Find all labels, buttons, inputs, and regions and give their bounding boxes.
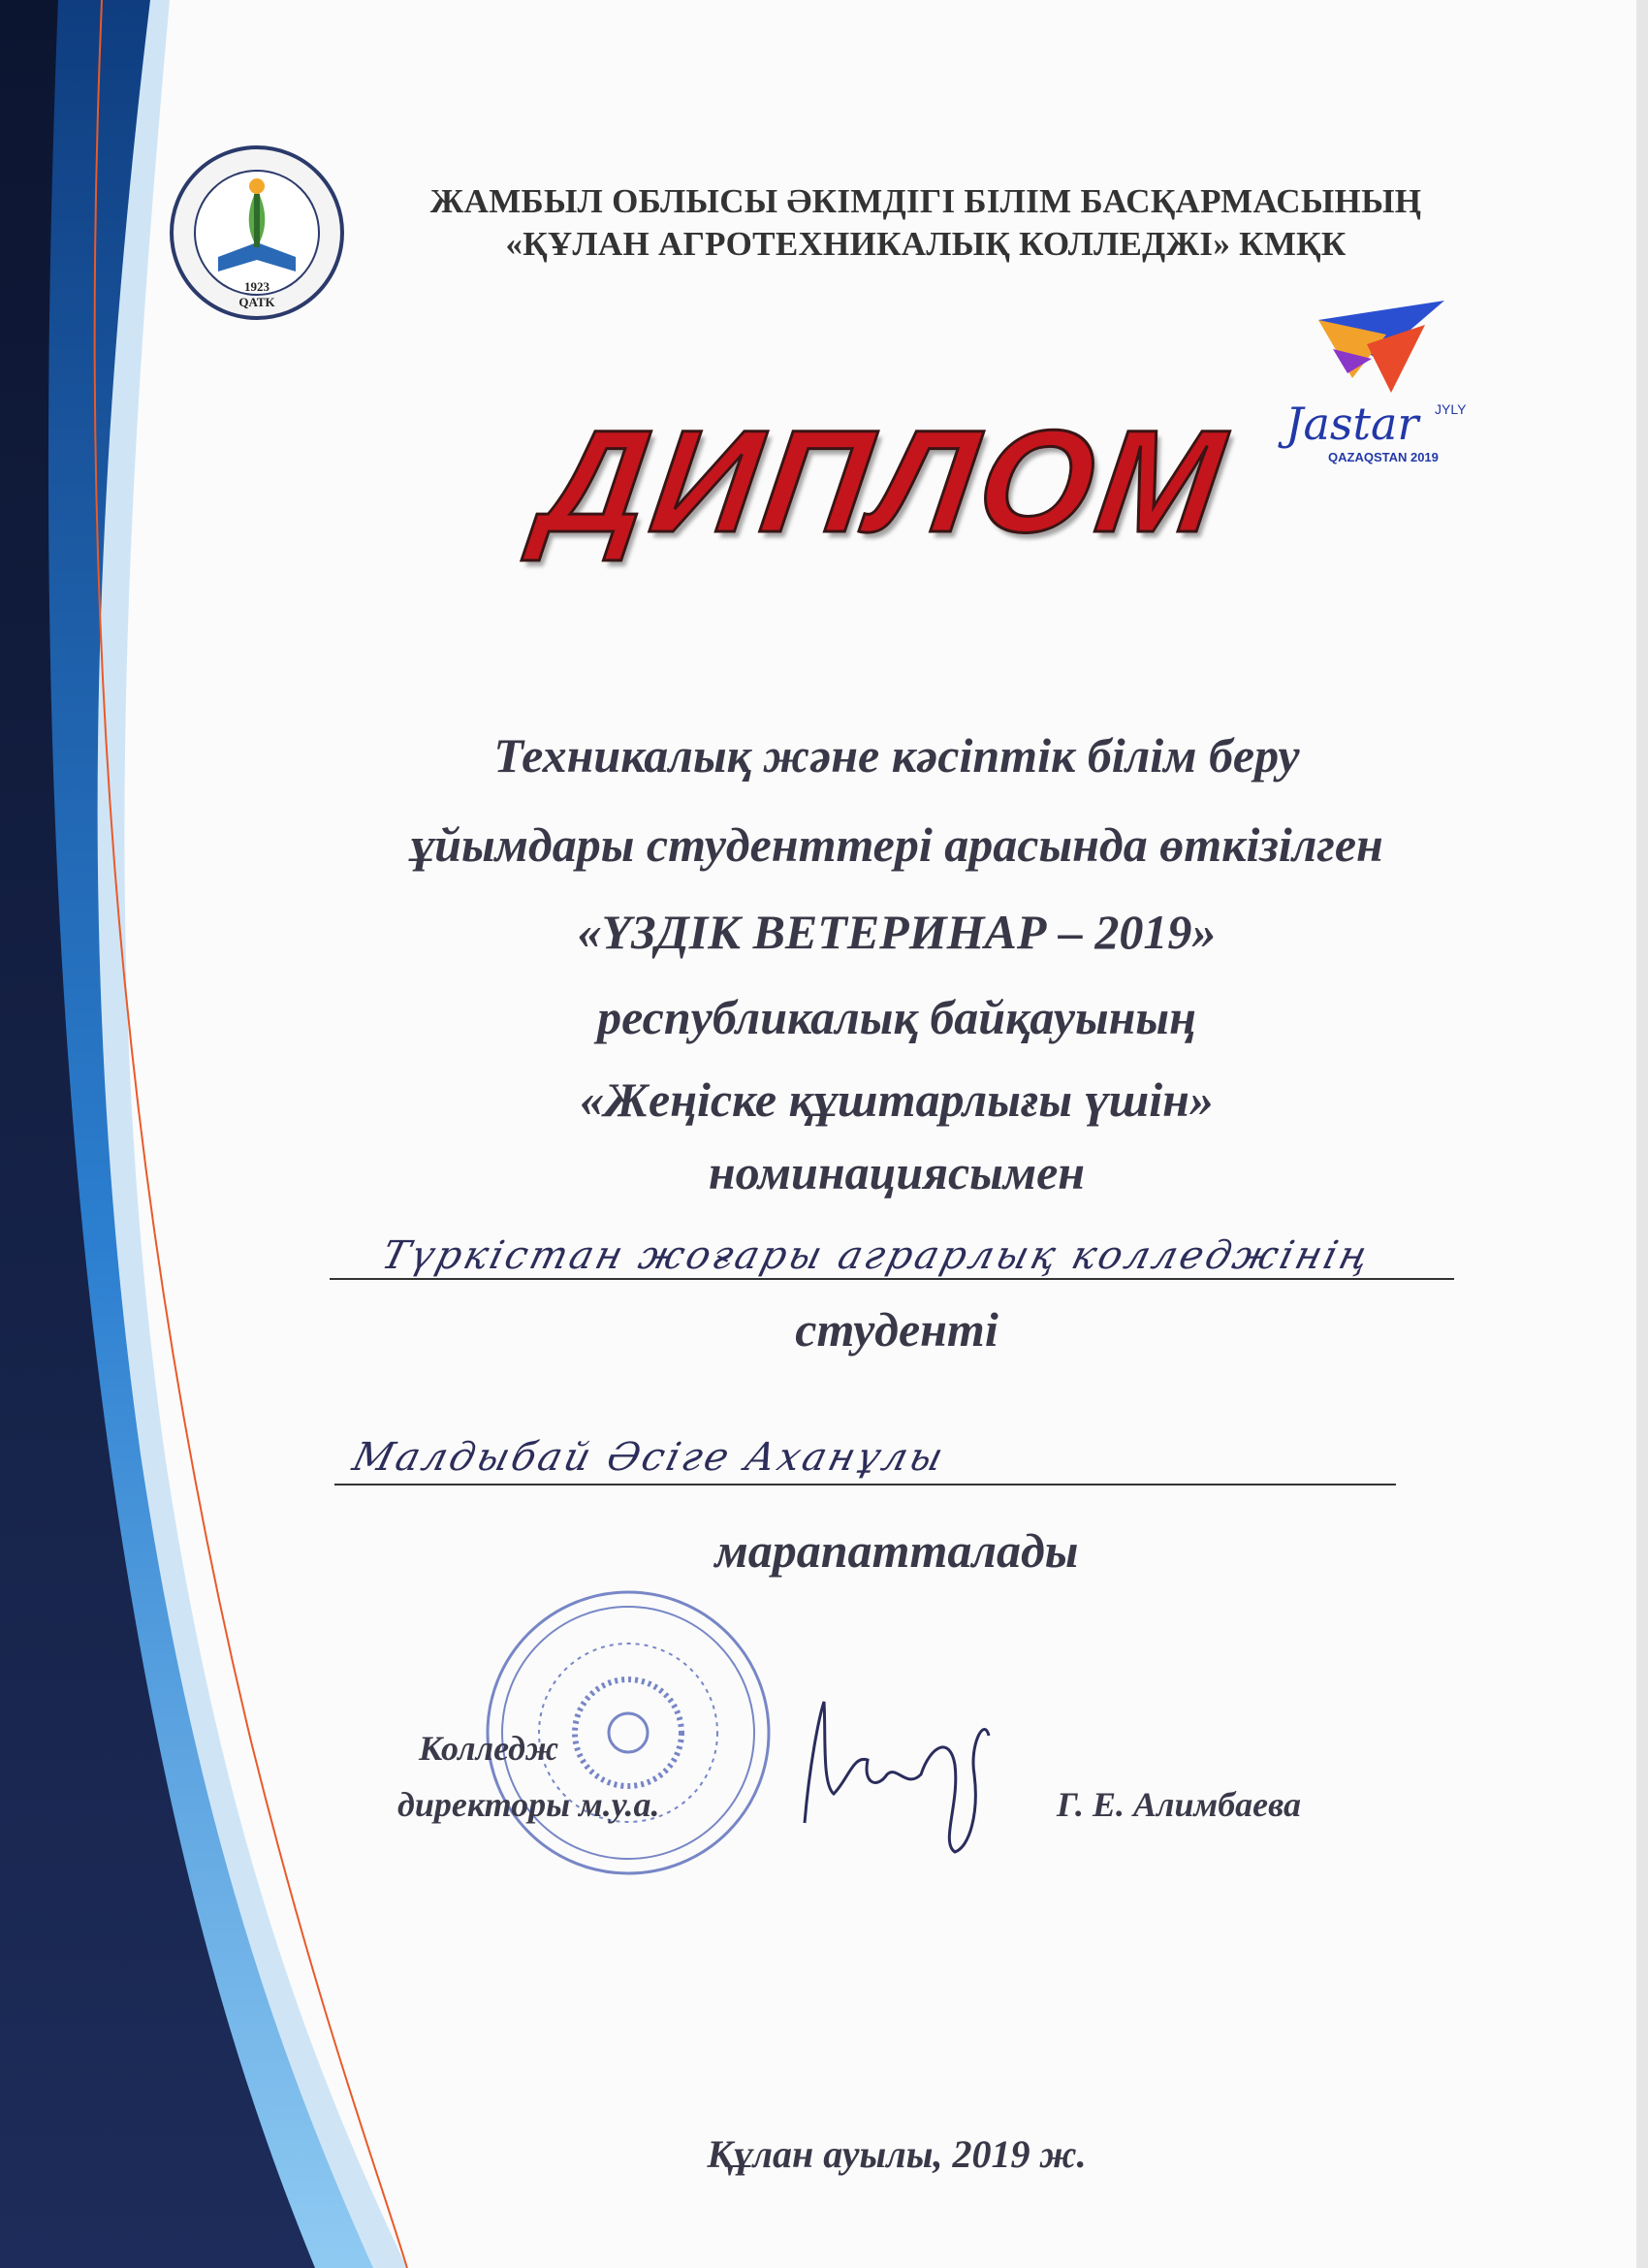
diploma-title: ДИПЛОМ xyxy=(531,399,1238,562)
signatory-position-line1: Колледж xyxy=(419,1729,559,1768)
college-logo-abbr: QATK xyxy=(238,295,275,309)
handwritten-student-name: Малдыбай Әсіге Аханұлы xyxy=(348,1435,951,1480)
jastar-logo xyxy=(1280,301,1493,475)
name-underline xyxy=(334,1484,1396,1485)
header-line-2: «ҚҰЛАН АГРОТЕХНИКАЛЫҚ КОЛЛЕДЖІ» КМҚК xyxy=(505,225,1347,263)
body-line-6: номинациясымен xyxy=(708,1145,1086,1199)
body-line-1: Техникалық және кәсіптік білім беру xyxy=(493,728,1300,783)
body-line-2: ұйымдары студенттері арасында өткізілген xyxy=(410,817,1383,872)
signatory-position-line2: директоры м.у.а. xyxy=(397,1785,660,1824)
awarded-label: марапатталады xyxy=(714,1523,1079,1578)
header-line-1: ЖАМБЫЛ ОБЛЫСЫ ӘКІМДІГІ БІЛІМ БАСҚАРМАСЫНЫҢ xyxy=(429,182,1422,220)
jastar-suffix: JYLY xyxy=(1435,401,1467,417)
footer-place-date: Құлан ауылы, 2019 ж. xyxy=(707,2132,1087,2176)
jastar-word: Jastar xyxy=(1285,398,1419,450)
body-line-5: «Жеңіске құштарлығы үшін» xyxy=(580,1072,1214,1127)
college-underline xyxy=(330,1278,1454,1280)
signatory-name: Г. Е. Алимбаева xyxy=(1057,1785,1301,1824)
college-logo-year: 1923 xyxy=(244,279,269,294)
body-line-3: «ҮЗДІК ВЕТЕРИНАР – 2019» xyxy=(577,905,1217,959)
handwritten-college: Түркістан жоғары аграрлық колледжінің xyxy=(377,1233,1377,1278)
body-line-4: республикалық байқауының xyxy=(597,990,1196,1044)
student-label: студенті xyxy=(795,1302,998,1357)
college-logo xyxy=(160,136,354,330)
signature-scribble xyxy=(805,1702,989,1852)
jastar-caption: QAZAQSTAN 2019 xyxy=(1328,450,1439,464)
